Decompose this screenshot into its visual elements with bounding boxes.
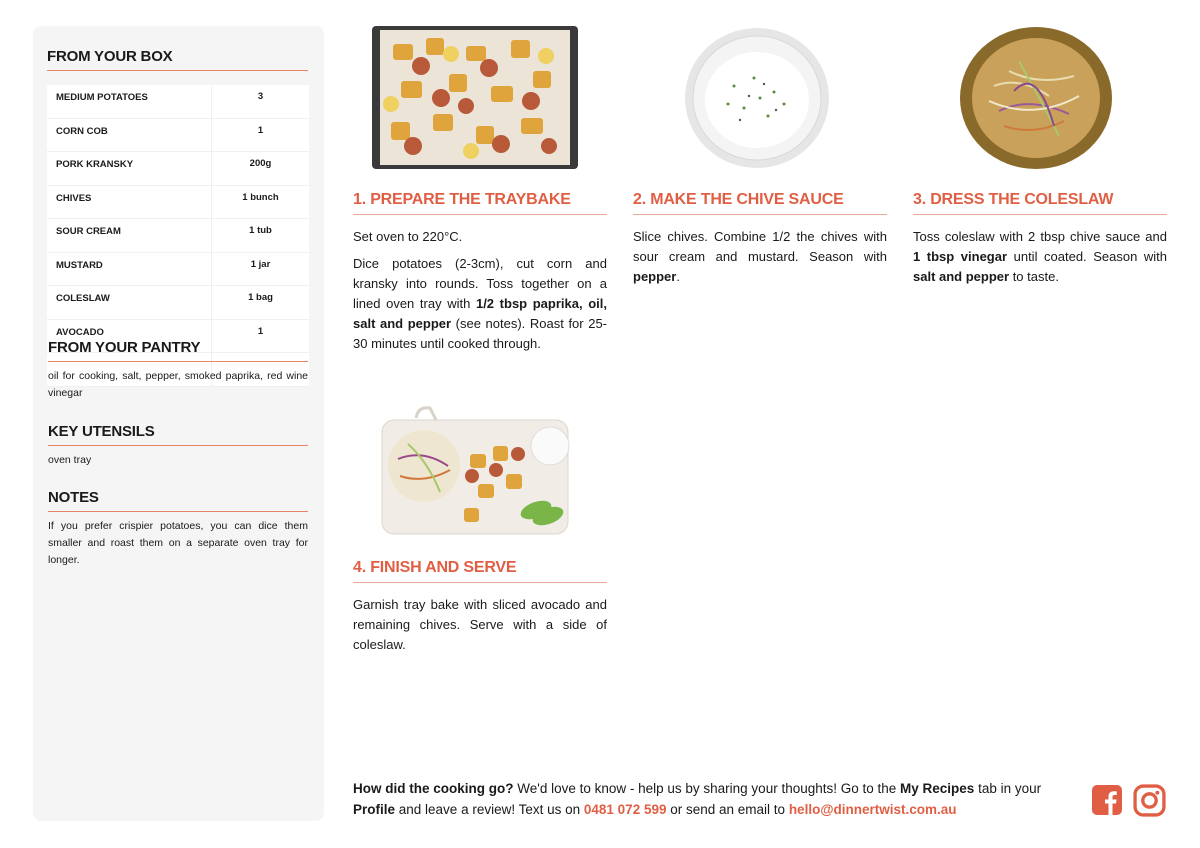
ingredient-quantity: 1 jar: [212, 252, 310, 286]
phone-link[interactable]: 0481 072 599: [583, 802, 667, 817]
utensils-heading: KEY UTENSILS: [48, 423, 308, 446]
ingredient-quantity: 200g: [212, 152, 310, 186]
step-3-title: 3. DRESS THE COLESLAW: [913, 191, 1167, 215]
chive-sauce-image: [684, 26, 830, 170]
ingredient-name: SOUR CREAM: [47, 219, 212, 253]
instagram-icon[interactable]: [1133, 784, 1166, 817]
ingredient-quantity: 1: [212, 118, 310, 152]
ingredient-quantity: 1: [212, 319, 310, 353]
step-4-title: 4. FINISH AND SERVE: [353, 559, 607, 583]
step-3-body: [913, 227, 1167, 294]
ingredient-row: [47, 286, 309, 320]
step-1-title: 1. PREPARE THE TRAYBAKE: [353, 191, 607, 215]
ingredient-row: [47, 252, 309, 286]
ingredient-quantity: 3: [212, 85, 310, 118]
ingredient-name: PORK KRANSKY: [47, 152, 212, 186]
step-2-paragraph-1: Slice chives. Combine 1/2 the chives with sour cream and mustard. Season with pepper.: [633, 229, 887, 284]
feedback-footer: How did the cooking go? We'd love to know - help us by sharing your thoughts! Go to the My Recipes tab in your Profile and leave a review! Text us on 0481 072 599 or send an email to hello@dinnertwist.com.au: [353, 781, 1042, 817]
ingredient-name: AVOCADO: [47, 319, 212, 353]
ingredient-name: CHIVES: [47, 185, 212, 219]
ingredient-row: [47, 85, 309, 118]
pantry-text: oil for cooking, salt, pepper, smoked paprika, red wine vinegar: [48, 370, 308, 399]
traybake-image: [371, 26, 579, 170]
ingredient-name: MEDIUM POTATOES: [47, 85, 212, 118]
step-2-title: 2. MAKE THE CHIVE SAUCE: [633, 191, 887, 215]
facebook-icon[interactable]: [1091, 784, 1123, 816]
ingredient-row: [47, 152, 309, 186]
step-1-body: [353, 227, 607, 361]
email-link[interactable]: hello@dinnertwist.com.au: [788, 802, 957, 817]
ingredient-name: CORN COB: [47, 118, 212, 152]
step-3-paragraph-1: Toss coleslaw with 2 tbsp chive sauce and 1 tbsp vinegar until coated. Season with salt and pepper to taste.: [913, 229, 1167, 284]
coleslaw-image: [959, 26, 1113, 170]
step-4-paragraph-1: Garnish tray bake with sliced avocado and remaining chives. Serve with a side of coleslaw.: [353, 597, 607, 652]
pantry-heading: FROM YOUR PANTRY: [48, 339, 308, 362]
step-1-paragraph-1: Set oven to 220°C.: [353, 229, 463, 244]
notes-heading: NOTES: [48, 489, 308, 512]
box-heading: FROM YOUR BOX: [47, 48, 308, 71]
ingredient-quantity: 1 tub: [212, 219, 310, 253]
finished-dish-image: [378, 404, 572, 538]
ingredient-row: [47, 219, 309, 253]
ingredient-quantity: 1 bunch: [212, 185, 310, 219]
step-4-body: [353, 595, 607, 662]
step-1-paragraph-2: Dice potatoes (2-3cm), cut corn and kransky into rounds. Toss together on a lined oven tray with 1/2 tbsp paprika, oil, salt and pepper (see notes). Roast for 25-30 minutes until cooked through.: [353, 256, 608, 351]
ingredient-name: COLESLAW: [47, 286, 212, 320]
ingredient-quantity: 1 bag: [212, 286, 310, 320]
ingredients-sidebar: [33, 26, 324, 821]
ingredient-name: MUSTARD: [47, 252, 212, 286]
utensils-text: oven tray: [48, 454, 92, 466]
notes-text: If you prefer crispier potatoes, you can dice them smaller and roast them on a separate oven tray for longer.: [48, 520, 308, 566]
ingredient-row: [47, 185, 309, 219]
ingredient-row: [47, 118, 309, 152]
step-2-body: [633, 227, 887, 294]
